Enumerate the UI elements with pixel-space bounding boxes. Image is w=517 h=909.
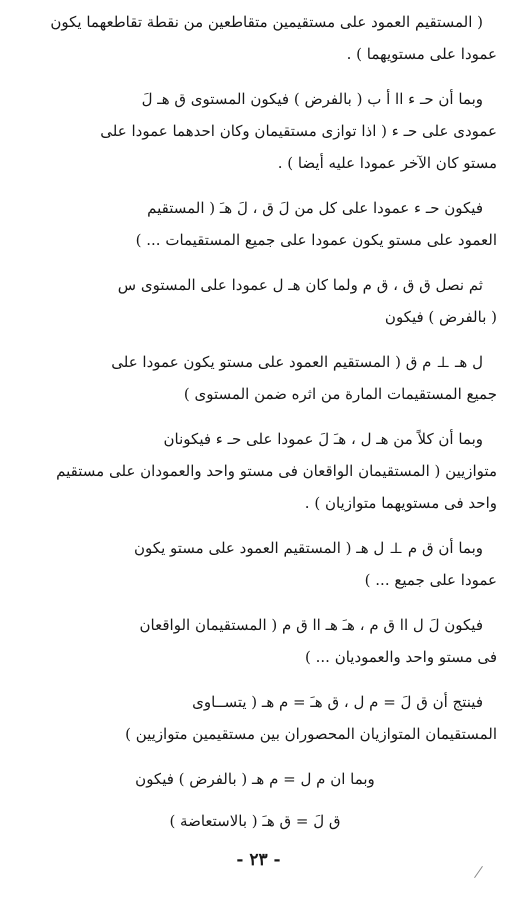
paragraph-6 [13,423,497,519]
paragraph-1 [13,6,497,70]
text-line: المستقيمان المتوازيان المحصوران بين مستقيمين متوازيين ) [125,725,497,743]
text-line: عمودا على مستويهما ) . [346,45,497,63]
paragraph-2 [13,83,497,179]
text-line: جميع المستقيمات المارة من اثره ضمن المستوى ) [183,385,497,403]
text-line: عمودا على جميع ... ) [364,571,497,589]
paragraph-3 [13,192,497,256]
page-number: - ٢٣ - [236,850,281,870]
paragraph-7 [13,532,497,596]
text-line: عمودى على حـ ء ( اذا توازى مستقيمان وكان احدهما عمودا على [100,122,497,140]
text-line: فيكون لَ ل اا ق م ، هـَ هـ اا ق م ( المستقيمان الواقعان [139,616,483,634]
text-line: ( بالفرض ) فيكون [384,308,497,326]
text-line: العمود على مستو يكون عمودا على جميع المستقيمات ... ) [135,231,497,249]
text-line: فى مستو واحد والعموديان ... ) [305,648,497,666]
page-body [13,6,497,847]
paragraph-8 [13,609,497,673]
text-line: ثم نصل ق ق ، ق م ولما كان هـ ل عمودا على المستوى س [117,276,483,294]
centered-equation-1 [13,763,497,795]
paragraph-4 [13,269,497,333]
text-line: وبما أن حـ ء اا أ ب ( بالفرض ) فيكون المستوى ق هـ لَ [141,90,483,108]
text-line: ( المستقيم العمود على مستقيمين متقاطعين من نقطة تقاطعهما يكون [50,13,483,31]
text-line: متوازيين ( المستقيمان الواقعان فى مستو واحد والعمودان على مستقيم [56,462,497,480]
text-line: وبما ان م ل = م هـ ( بالفرض ) فيكون [135,770,375,788]
text-line: وبما أن كلاً من هـ ل ، هـَ لَ عمودا على حـ ء فيكونان [163,430,483,448]
centered-equation-2 [13,805,497,837]
text-line: واحد فى مستويهما متوازيان ) . [304,494,497,512]
text-line: فيكون حـ ء عمودا على كل من لَ ق ، لَ هـَ ( المستقيم [147,199,483,217]
text-line: فينتج أن ق لَ = م ل ، ق هـَ = م هـ ( يتســاوى [192,693,483,711]
text-line: مستو كان الآخر عمودا عليه أيضا ) . [277,154,497,172]
text-line: وبما أن ق م ⊥ ل هـ ( المستقيم العمود على مستو يكون [134,539,483,557]
text-line: ل هـ ⊥ م ق ( المستقيم العمود على مستو يكون عمودا على [111,353,483,371]
paragraph-9 [13,686,497,750]
text-line: ق لَ = ق هـَ ( بالاستعاضة ) [169,812,341,830]
paragraph-5 [13,346,497,410]
